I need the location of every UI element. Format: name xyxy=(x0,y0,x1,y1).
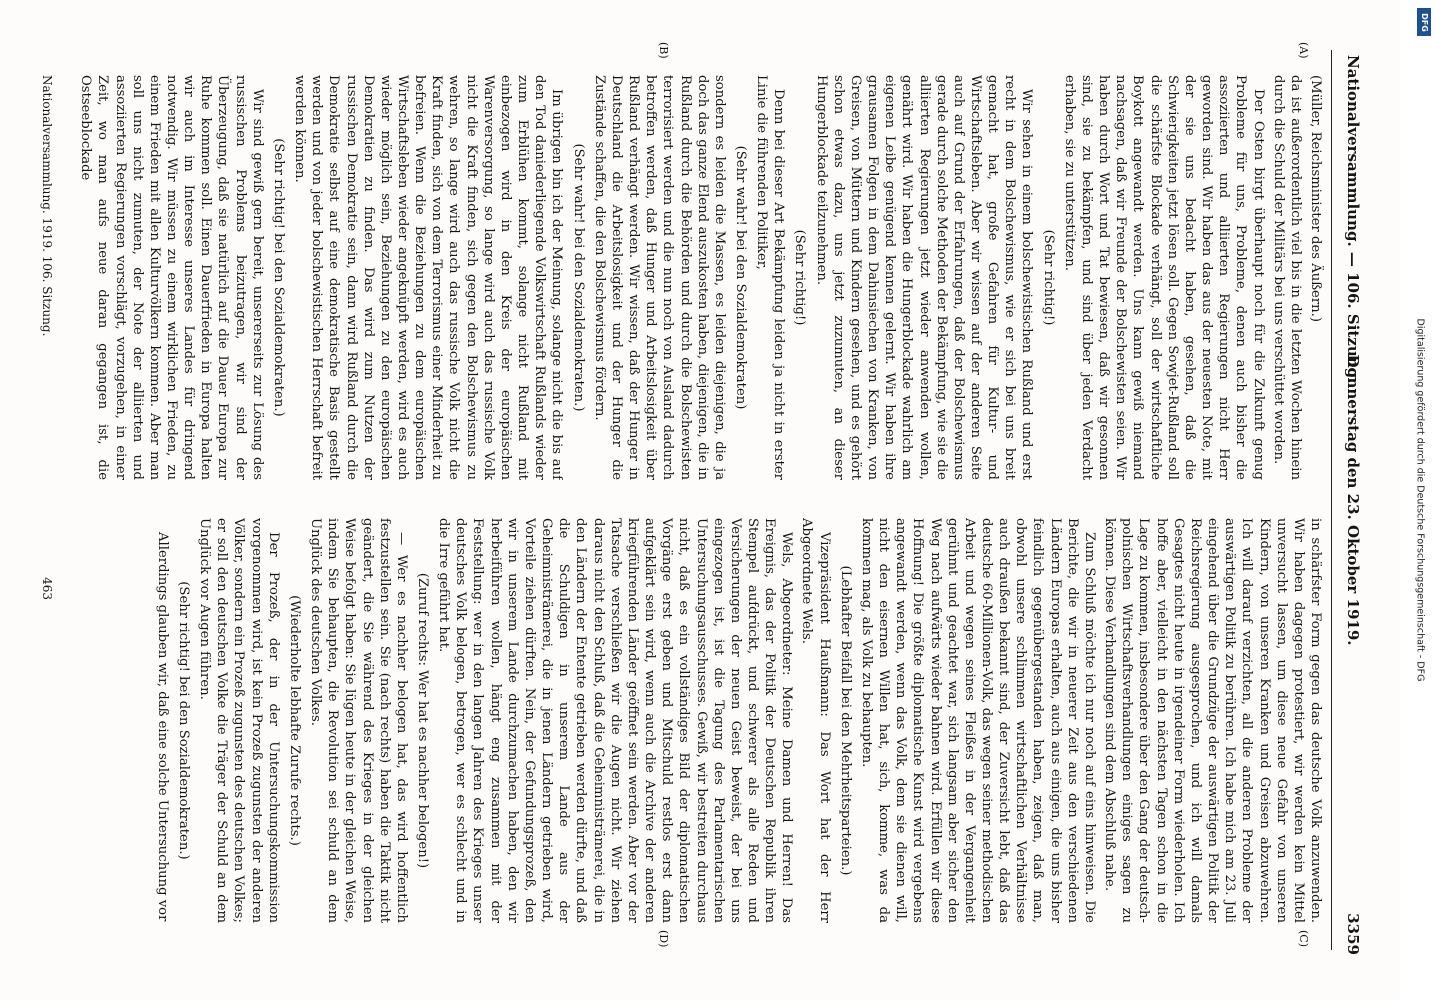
left-column xyxy=(74,75,1324,480)
margin-marker-c: (C) xyxy=(1297,930,1310,947)
paragraph: Der Osten birgt überhaupt noch für die Zukunft genug Probleme für uns, Probleme, denen auch bisher die assoziierten und alliierten Regierungen nicht Herr geworden sind. Wir haben das aus der neuesten Note, mit der sie uns bedacht haben, gesehen, daß die Schwierigkeiten jetzt lösen soll. Gegen Sowjet-Rußland soll die schärfste Blockade verhängt, soll der wirtschaftliche Boykott angewandt werden. Uns kann gewiß niemand nachsagen, daß wir Freunde der Bolschewisten seien. Wir haben durch Wort und Tat bewiesen, daß wir gesonnen sind, sie zu bekämpfen, und sind über jeden Verdacht erhaben, sie zu unterstützen. xyxy=(1061,75,1266,480)
margin-marker-b: (B) xyxy=(657,42,670,59)
paragraph: Zum Schluß möchte ich nur noch auf eins hinweisen. Die Berichte, die wir in neuerer Zeit aus den verschiedenen Ländern Europas erhalten, auch aus einigen, die uns bisher feindlich gegenübergestanden haben, zeigen, daß man, obwohl unsere schlimmen wirtschaftlichen Verhältnisse auch draußen bekannt sind, der Zuversicht lebt, daß das deutsche 60-Millionen-Volk, das wegen seiner methodischen Arbeit und wegen seines Fleißes in der Vergangenheit gerühmt und geachtet war, sich langsam aber sicher den Weg nach aufwärts wieder bahnen wird. Erfüllen wir diese Hoffnung! Die größte diplomatische Kunst wird vergebens angewandt werden, wenn das Volk, dem sie dienen will, nicht den eisernen Willen hat, sich, komme, was da kommen mag, als Volk zu behaupten. xyxy=(858,518,1097,923)
applause-note: (Sehr richtig! bei den Sozialdemokraten.) xyxy=(176,581,191,860)
header-date: Donnerstag den 23. Oktober 1919. xyxy=(1344,354,1362,646)
footer-left: Nationalversammlung. 1919. 106. Sitzung. xyxy=(40,75,54,337)
paragraph: in schärfster Form gegen das deutsche Volk anzuwenden. Wir haben dagegen protestiert, wir werden kein Mittel unversucht lassen, um diese neue Gefahr von unseren Kindern, von unseren Kranken und Greisen abzuwehren. Ich will darauf verzichten, all die anderen Probleme der auswärtigen Politik zu berühren. Ich habe mich am 23. Juli eingehend über die Grundzüge der auswärtigen Politik der Reichsregierung ausgesprochen, und ich will damals Gesagtes nicht heute in irgendeiner Form wiederholen. Ich hoffe aber, vielleicht in den nächsten Tagen schon in die Lage zu kommen, insbesondere über den Gang der deutsch-polnischen Wirtschaftsverhandlungen einiges sagen zu können. Diese Verhandlungen sind dem Abschluß nahe. xyxy=(1102,518,1323,923)
applause-note: (Sehr wahr! bei den Sozialdemokraten) xyxy=(733,145,748,410)
page-number: 3359 xyxy=(1344,913,1362,955)
margin-marker-d: (D) xyxy=(657,930,670,948)
right-column xyxy=(74,518,1324,923)
paragraph: Wels, Abgeordneter: Meine Damen und Herren! Das Ereignis, das der Politik der Deutschen Republik ihren Stempel aufdrückt, und schwerer als alle Reden und Versicherungen der neuen Geist beweist, der bei uns eingezogen ist, ist die Tagung des Parlamentarischen Untersuchungsausschusses. Gewiß, wir bestreiten durchaus nicht, daß es ein vollständiges Bild der diplomatischen Vorgänge erst geben und Mitschuld restlos erst dann aufgeklärt sein wird, wenn auch die Archive der anderen kriegführenden Länder geöffnet sein werden. Aber vor der Tatsache verschließen wir die Augen nicht. Wir ziehen daraus nicht den Schluß, daß die Geheimnisträmerei, die in den Ländern der Entente getrieben werden dürfte, und daß die Schuldigen in unserem Lande aus der Geheimnisträmerei, die in jenen Ländern getrieben wird, Vorteile ziehen dürften. Nein, der Gefundungsprozeß, den wir in unserem Lande durchzumachen haben, den wir herbeiführen wollen, hängt eng zusammen mit der Feststellung: wer in den langen Jahren des Krieges unser deutsches Volk belogen, betrogen, wer es schlecht und in die Irre geführt hat. xyxy=(436,518,795,923)
applause-note: (Sehr richtig! bei den Sozialdemokraten.) xyxy=(270,138,286,417)
applause-note: (Sehr richtig!) xyxy=(792,229,808,326)
applause-note: (Zuruf rechts: Wer hat es nachher belogen!) xyxy=(415,572,431,869)
paragraph: Allerdings glauben wir, daß eine solche Untersuchung vor xyxy=(154,532,170,922)
dfg-logo-text: DFG xyxy=(1419,12,1429,32)
dfg-logo xyxy=(1417,8,1431,36)
margin-marker-a: (A) xyxy=(1297,42,1310,59)
page-header xyxy=(1336,30,1362,970)
paragraph: da ist außerordentlich viel bis in die letzten Wochen hinein durch die Schuld der Militärs bei uns verschüttet worden. xyxy=(1270,75,1303,480)
applause-note: (Sehr richtig!) xyxy=(1040,229,1056,326)
speaker-line: (Müller, Reichsminister des Äußern.) xyxy=(1308,75,1323,322)
footer-page-code: 463 xyxy=(40,577,54,600)
paragraph: — Wer es nachher belogen hat, das wird hoffentlich festzustellen sein. Sie (nach rechts) haben die Taktik nicht geändert, die Sie während des Krieges in der gleichen Weise befolgt haben: Sie lügen heute in der gleichen Weise, indem Sie behaupten, die Revolution sei schuld an dem Unglück des deutschen Volkes. xyxy=(308,518,409,923)
dfg-credit-text: Digitalisierung gefördert durch die Deutsche Forschungsgemeinschaft - DFG xyxy=(1414,318,1425,682)
header-rule xyxy=(1331,50,1332,950)
applause-note: (Sehr wahr! bei den Sozialdemokraten.) xyxy=(570,143,586,412)
applause-note: (Lebhafter Beifall bei den Mehrheitsparteien.) xyxy=(837,565,853,876)
paragraph: Vizepräsident Haußmann: Das Wort hat der Herr Abgeordnete Wels. xyxy=(799,518,832,923)
paragraph: Wir sind gewiß gern bereit, unsererseits zur Lösung des russischen Problems beizutragen, wir sind der Überzeugung, daß sie natürlich auf die Dauer Europa zur Ruhe kommen soll. Einen Dauerfrieden in Europa halten wir auch im Interesse unseres Landes für dringend notwendig. Wir müssen zu einem wirklichen Frieden, zu einem Frieden mit allen Kulturvölkern kommen. Aber man soll uns nicht zumuten, der Note der alliierten und assoziierten Regierungen vorschlägt, vorzugehen, in einer Zeit, wo man aufs neue daran gegangen ist, die Ostseeblockade xyxy=(78,75,265,480)
paragraph: Im übrigen bin ich der Meinung, solange nicht die bis auf den Tod daniederliegende Volkswirtschaft Rußlands wieder zum Erblühen kommt, solange nicht Rußland mit einbezogen wird in den Kreis der europäischen Warenversorgung, so lange wird auch das russische Volk nicht die Kraft finden, sich gegen den Bolschewismus zu wehren, so lange wird auch das russische Volk nicht die Kraft finden, sich von dem Terrorismus einer Minderheit zu befreien. Wenn die Beziehungen zu dem europäischen Wirtschaftsleben wieder angeknüpft werden, wird es auch wieder möglich sein, Beziehungen zu den europäischen Demokratien zu finden. Das wird zum Nutzen der russischen Demokratie sein, dann wird Rußland durch die Demokratie selbst auf eine demokratische Basis gestellt werden und von jeder bolschewistischen Herrschaft befreit werden können. xyxy=(292,75,565,480)
paragraph: Wir sehen in einem bolschewistischen Rußland und erst recht in dem Bolschewismus, wie er sich bei uns breit gemacht hat, große Gefahren für Kultur- und Wirtschaftsleben. Aber wir wissen auf der anderen Seite auch auf Grund der Erfahrungen, daß der Bolschewismus gerade durch solche Methoden der Bekämpfung, wie sie die alliierten Regierungen jetzt wieder anwenden wollen, genährt wird. Wir haben die Hungerblockade wahrlich am eigenen Leibe genügend kennen gelernt. Wir haben ihre grausamen Folgen in dem Dahinsiechen von Kranken, von Greisen, von Müttern und Kindern gesehen, und es gehört schon etwas dazu, uns jetzt zuzumuten, an dieser Hungerblockade teilzunehmen. xyxy=(813,75,1035,480)
paragraph: Der Prozeß, der in der Untersuchungskommission vorgenommen wird, ist kein Prozeß zugunsten der anderen Völker, sondern ein Prozeß zugunsten des deutschen Volkes; er soll den deutschen Volke die Träger der Schuld an dem Unglück vor Augen führen. xyxy=(197,518,281,923)
paragraph: Denn bei dieser Art Bekämpfung leiden ja nicht in erster Linie die führenden Politiker, xyxy=(754,75,787,480)
applause-note: (Wiederholte lebhafte Zurufe rechts.) xyxy=(286,595,302,846)
rotated-page xyxy=(30,30,1370,970)
header-left: Nationalversammlung. — 106. Sitzung. xyxy=(1344,55,1362,384)
digitization-sidebar xyxy=(1405,0,1434,1000)
paragraph: sondern es leiden die Massen, es leiden diejenigen, die ja doch das ganze Elend auszukosten haben, diejenigen, die in Rußland durch die Behörden und durch die Bolschewisten terrorisiert werden und die nun noch von Ausland dadurch betroffen werden, daß Hunger und Arbeitslosigkeit über Rußland verhängt werden. Wir wissen, daß der Hunger in Deutschland die Arbeitslosigkeit und der Hunger die Zustände schaffen, die den Bolschewismus fördern. xyxy=(591,75,727,480)
